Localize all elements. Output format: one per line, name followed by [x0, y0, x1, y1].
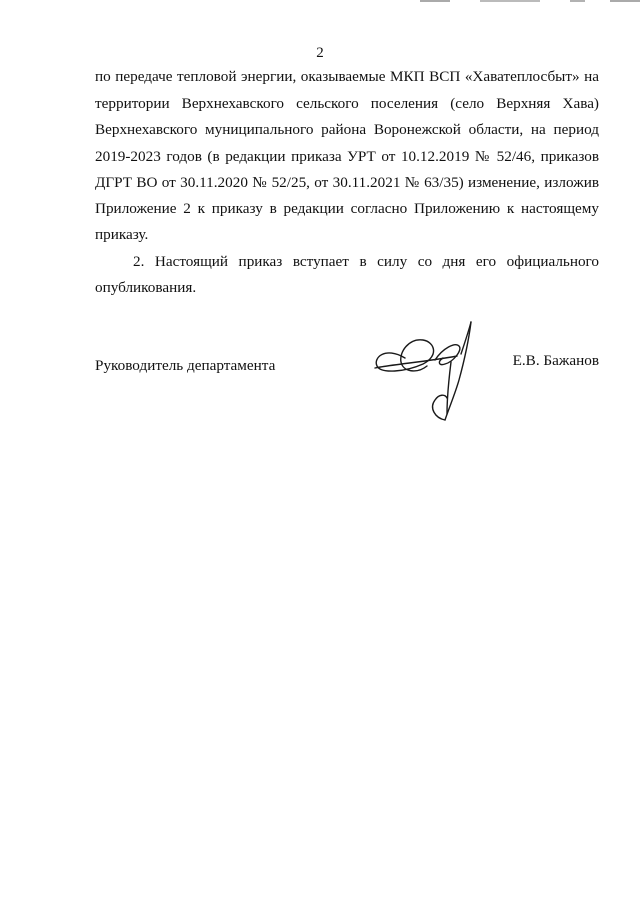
signer-title: Руководитель департамента [95, 357, 276, 374]
paragraph-2-line-2: опубликования. [95, 279, 197, 296]
paragraph-1-line-5: ДГРТ ВО от 30.11.2020 № 52/25, от 30.11.2021 № 63/35) изменение, изложив [95, 174, 599, 191]
page-number: 2 [316, 45, 324, 61]
scan-edge-marks [420, 0, 640, 3]
handwritten-signature [365, 318, 485, 428]
paragraph-1-line-3: Верхнехавского муниципального района Воронежской области, на период [95, 121, 599, 138]
paragraph-2-line-1: 2. Настоящий приказ вступает в силу со дня его официального [133, 253, 599, 270]
paragraph-1-line-2: территории Верхнехавского сельского поселения (село Верхняя Хава) [95, 95, 599, 112]
paragraph-1-line-1: по передаче тепловой энергии, оказываемые МКП ВСП «Хаватеплосбыт» на [95, 68, 599, 85]
paragraph-1-line-6: Приложение 2 к приказу в редакции согласно Приложению к настоящему [95, 200, 599, 217]
paragraph-1-line-7: приказу. [95, 226, 149, 243]
signer-name: Е.В. Бажанов [512, 352, 599, 369]
paragraph-1-line-4: 2019-2023 годов (в редакции приказа УРТ от 10.12.2019 № 52/46, приказов [95, 148, 599, 165]
